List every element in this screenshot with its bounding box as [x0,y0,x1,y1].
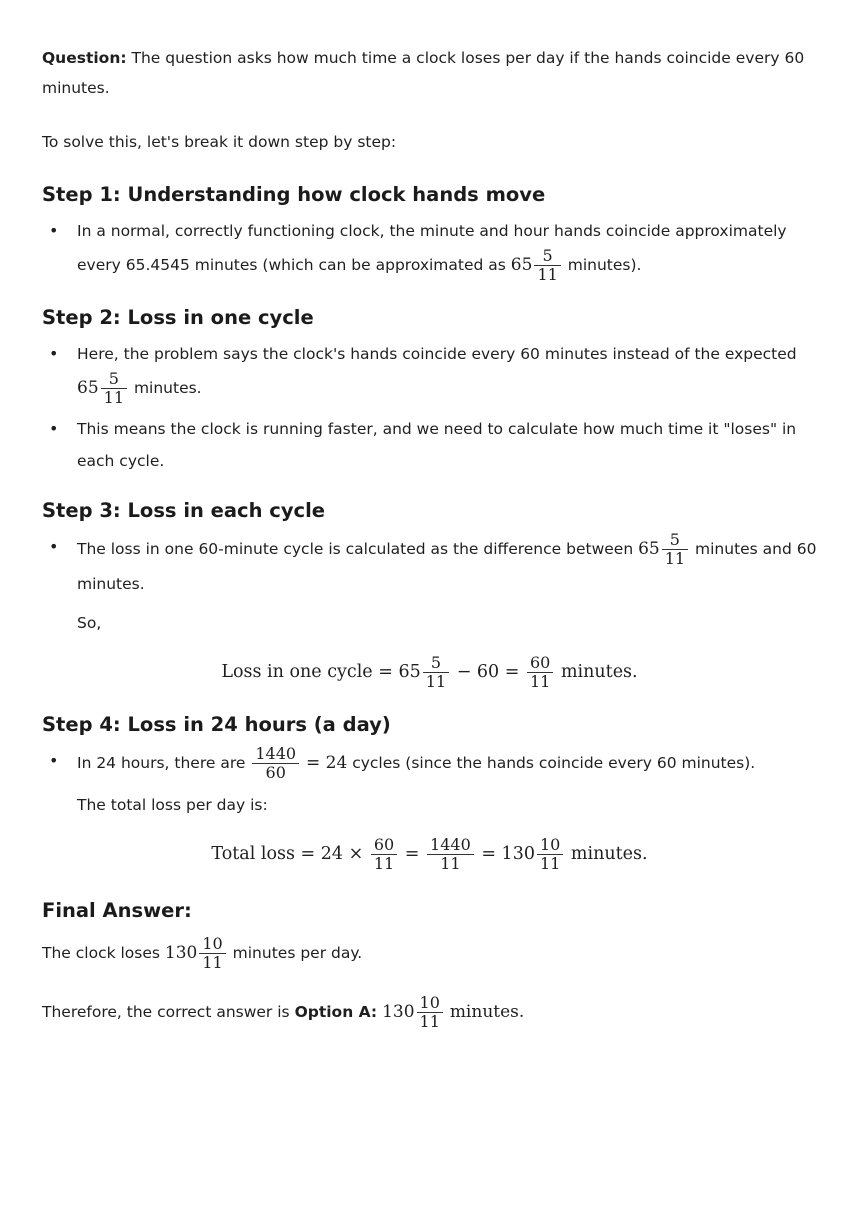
eq-equals-whole: = 130 [481,844,535,864]
numerator: 5 [662,531,688,550]
math-fraction [537,836,563,873]
option-label: Option A [294,1003,371,1021]
final-line-1 [42,935,817,972]
step3-text-b: minutes and 60 minutes. [77,540,817,593]
final-text-c: Therefore, the correct answer is [42,1003,290,1021]
eq-unit: minutes. [570,844,648,864]
math-fraction [423,654,449,691]
numerator: 60 [371,836,397,855]
math-whole: 65 [638,539,660,559]
step3-list [42,531,817,600]
numerator: 1440 [252,745,299,764]
list-item [42,215,817,284]
equation-loss-one-cycle [42,654,817,691]
step1-text-b: minutes). [567,256,642,274]
step3-heading: Step 3: Loss in each cycle [42,499,326,522]
numerator: 5 [423,654,449,673]
numerator: 5 [534,247,560,266]
eq-label: Total loss = 24 × [211,844,364,864]
step4-list [42,745,817,782]
numerator: 60 [527,654,553,673]
math-whole: 65 [77,378,99,398]
numerator: 10 [199,935,225,954]
math-whole: 65 [510,255,533,275]
math-whole: 130 [164,943,198,963]
step4-heading: Step 4: Loss in 24 hours (a day) [42,713,391,736]
list-item: • This means the clock is running faster, and we need to calculate how much time it "loses" in each cycle. [42,413,817,477]
denominator: 60 [265,763,286,782]
step3-text-a: The loss in one 60-minute cycle is calculated as the difference between [77,540,634,558]
step2-list [42,338,817,477]
numerator: 10 [417,994,443,1013]
denominator: 11 [103,388,124,407]
denominator: 11 [664,549,686,568]
eq-equals: = [404,844,420,864]
step4-text-b: cycles (since the hands coincide every 60 minutes). [352,754,756,772]
final-line-2 [42,994,817,1031]
eq-minus: − 60 = [456,662,520,682]
math-fraction [417,994,443,1031]
denominator: 11 [530,672,551,691]
numerator: 5 [101,370,127,389]
math-fraction [527,654,553,691]
math-fraction [371,836,397,873]
question-text: The question asks how much time a clock loses per day if the hands coincide every 60 minutes. [42,49,805,97]
step2-heading: Step 2: Loss in one cycle [42,306,314,329]
numerator: 1440 [427,836,474,855]
question-paragraph [42,43,817,103]
numerator: 10 [537,836,563,855]
math-fraction [252,745,299,782]
option-colon: : [370,1003,378,1021]
math-fraction [427,836,474,873]
math-whole: 130 [382,1002,415,1022]
denominator: 11 [539,854,561,873]
question-label: Question: [42,49,127,67]
denominator: 11 [373,854,395,873]
so-text: So, [77,614,102,632]
eq-unit: minutes. [560,662,638,682]
denominator: 11 [419,1012,440,1031]
math-equals: = 24 [306,753,348,773]
list-item [42,531,817,600]
eq-label: Loss in one cycle = [221,662,393,682]
math-fraction [199,935,225,972]
math-fraction [534,247,560,284]
step1-heading: Step 1: Understanding how clock hands move [42,183,546,206]
math-fraction [101,370,127,407]
final-answer-heading: Final Answer: [42,899,192,922]
denominator: 11 [440,854,461,873]
step4-text-a: In 24 hours, there are [77,754,246,772]
list-item [42,338,817,407]
final-text-b: minutes per day. [232,944,363,962]
step1-list [42,215,817,284]
step1-text-a: In a normal, correctly functioning clock, the minute and hour hands coincide approximately every 65.4545 minutes (which can be approximated as [77,222,787,274]
step2-text-a: Here, the problem says the clock's hands coincide every 60 minutes instead of the expected [77,345,797,363]
math-fraction [662,531,688,568]
total-loss-text: The total loss per day is: [77,796,268,814]
step2-text-b: minutes. [133,379,202,397]
final-text-a: The clock loses [42,944,160,962]
final-unit: minutes. [449,1002,525,1022]
list-item [42,745,817,782]
intro-text: To solve this, let's break it down step by step: [42,133,397,151]
equation-total-loss [42,836,817,873]
denominator: 11 [202,953,223,972]
denominator: 11 [537,265,558,284]
math-whole: 65 [398,662,421,682]
denominator: 11 [425,672,447,691]
